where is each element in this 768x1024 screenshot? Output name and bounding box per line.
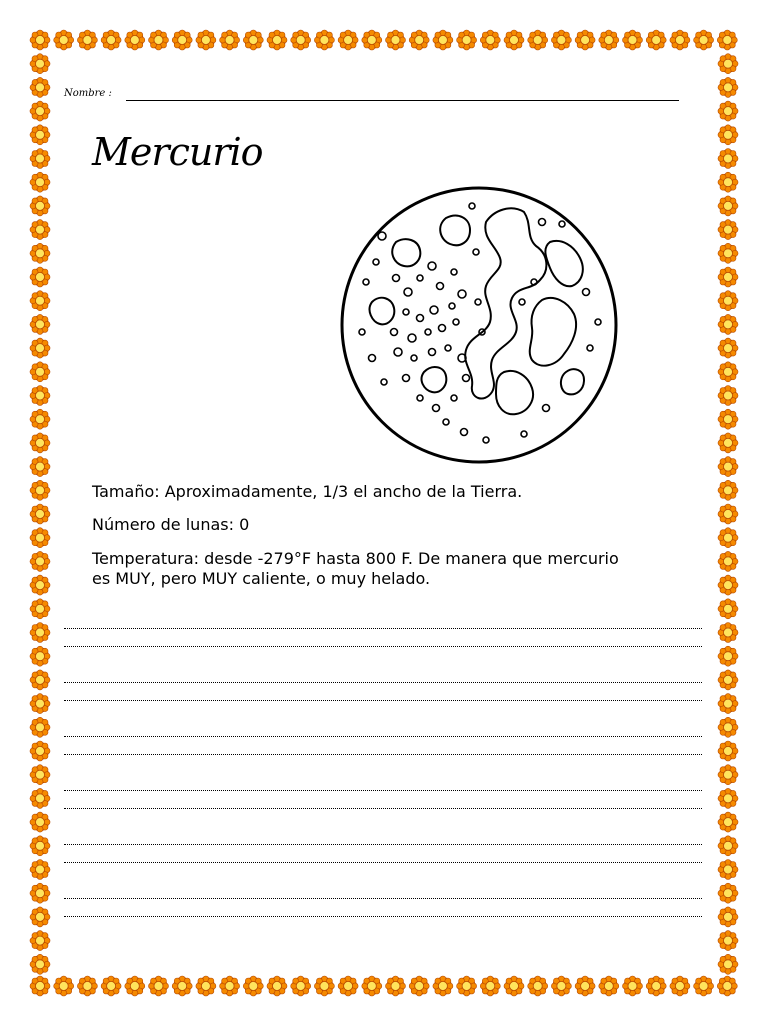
sun-icon	[243, 30, 263, 50]
sun-icon	[149, 976, 169, 996]
sun-icon	[457, 976, 477, 996]
sun-icon	[30, 575, 50, 595]
sun-icon	[718, 907, 738, 927]
sun-icon	[314, 30, 334, 50]
sun-icon	[504, 30, 524, 50]
sun-icon	[30, 125, 50, 145]
sun-icon	[338, 30, 358, 50]
sun-icon	[172, 976, 192, 996]
sun-icon	[718, 954, 738, 974]
writing-line[interactable]	[64, 790, 702, 791]
sun-icon	[528, 30, 548, 50]
sun-icon	[30, 54, 50, 74]
sun-icon	[718, 196, 738, 216]
sun-icon	[77, 976, 97, 996]
fact-size: Tamaño: Aproximadamente, 1/3 el ancho de la Tierra.	[92, 482, 523, 501]
sun-icon	[338, 976, 358, 996]
sun-icon	[30, 717, 50, 737]
sun-icon	[30, 220, 50, 240]
sun-icon	[718, 528, 738, 548]
sun-icon	[718, 480, 738, 500]
sun-icon	[528, 976, 548, 996]
sun-icon	[54, 30, 74, 50]
fact-moons: Número de lunas: 0	[92, 515, 250, 534]
sun-icon	[718, 54, 738, 74]
sun-icon	[30, 433, 50, 453]
sun-icon	[718, 243, 738, 263]
sun-icon	[30, 599, 50, 619]
sun-icon	[433, 976, 453, 996]
sun-icon	[30, 907, 50, 927]
sun-icon	[54, 976, 74, 996]
sun-icon	[30, 172, 50, 192]
sun-icon	[718, 788, 738, 808]
sun-icon	[362, 30, 382, 50]
sun-icon	[30, 883, 50, 903]
sun-icon	[718, 860, 738, 880]
writing-line[interactable]	[64, 898, 702, 899]
sun-icon	[718, 575, 738, 595]
sun-icon	[30, 457, 50, 477]
sun-icon	[718, 267, 738, 287]
sun-icon	[30, 409, 50, 429]
sun-icon	[718, 883, 738, 903]
sun-icon	[243, 976, 263, 996]
sun-icon	[718, 220, 738, 240]
sun-icon	[30, 196, 50, 216]
sun-icon	[718, 504, 738, 524]
sun-icon	[30, 931, 50, 951]
sun-icon	[718, 931, 738, 951]
writing-line[interactable]	[64, 628, 702, 629]
sun-icon	[30, 860, 50, 880]
sun-icon	[30, 528, 50, 548]
sun-icon	[149, 30, 169, 50]
sun-icon	[101, 30, 121, 50]
sun-icon	[30, 243, 50, 263]
sun-icon	[30, 30, 50, 50]
sun-icon	[30, 267, 50, 287]
sun-icon	[718, 599, 738, 619]
sun-icon	[30, 836, 50, 856]
sun-icon	[623, 976, 643, 996]
sun-icon	[267, 30, 287, 50]
sun-icon	[694, 30, 714, 50]
sun-icon	[30, 976, 50, 996]
sun-icon	[30, 314, 50, 334]
sun-icon	[718, 765, 738, 785]
sun-icon	[101, 976, 121, 996]
sun-icon	[30, 480, 50, 500]
sun-icon	[718, 314, 738, 334]
sun-icon	[30, 812, 50, 832]
sun-icon	[291, 976, 311, 996]
sun-icon	[718, 149, 738, 169]
sun-icon	[718, 812, 738, 832]
sun-icon	[125, 30, 145, 50]
sun-icon	[670, 30, 690, 50]
writing-line[interactable]	[64, 646, 702, 647]
sun-icon	[433, 30, 453, 50]
sun-icon	[30, 670, 50, 690]
sun-icon	[718, 836, 738, 856]
sun-icon	[30, 77, 50, 97]
sun-icon	[30, 551, 50, 571]
sun-icon	[409, 976, 429, 996]
sun-icon	[196, 30, 216, 50]
sun-icon	[718, 77, 738, 97]
sun-icon	[30, 101, 50, 121]
mercury-planet-illustration	[336, 182, 622, 468]
name-field	[64, 88, 624, 108]
sun-icon	[646, 30, 666, 50]
sun-icon	[291, 30, 311, 50]
sun-icon	[718, 362, 738, 382]
sun-icon	[718, 386, 738, 406]
sun-icon	[599, 976, 619, 996]
sun-icon	[646, 976, 666, 996]
sun-icon	[575, 976, 595, 996]
sun-icon	[220, 976, 240, 996]
sun-icon	[386, 976, 406, 996]
sun-icon	[30, 646, 50, 666]
sun-icon	[30, 741, 50, 761]
sun-icon	[30, 338, 50, 358]
writing-line[interactable]	[64, 700, 702, 701]
sun-icon	[30, 765, 50, 785]
sun-icon	[718, 433, 738, 453]
sun-icon	[717, 30, 737, 50]
sun-icon	[718, 338, 738, 358]
writing-line[interactable]	[64, 844, 702, 845]
sun-icon	[718, 409, 738, 429]
sun-icon	[30, 954, 50, 974]
writing-line[interactable]	[64, 754, 702, 755]
sun-icon	[718, 551, 738, 571]
name-label: Nombre :	[64, 88, 112, 99]
sun-icon	[30, 386, 50, 406]
writing-line[interactable]	[64, 736, 702, 737]
sun-icon	[718, 694, 738, 714]
sun-icon	[718, 101, 738, 121]
writing-line[interactable]	[64, 862, 702, 863]
sun-icon	[670, 976, 690, 996]
writing-line[interactable]	[64, 808, 702, 809]
sun-icon	[575, 30, 595, 50]
sun-icon	[718, 717, 738, 737]
sun-icon	[386, 30, 406, 50]
sun-icon	[480, 976, 500, 996]
sun-icon	[480, 30, 500, 50]
sun-icon	[504, 976, 524, 996]
sun-icon	[551, 30, 571, 50]
writing-lines[interactable]	[64, 628, 702, 928]
sun-icon	[30, 623, 50, 643]
sun-icon	[362, 976, 382, 996]
sun-icon	[30, 149, 50, 169]
sun-icon	[77, 30, 97, 50]
sun-icon	[314, 976, 334, 996]
sun-icon	[718, 646, 738, 666]
sun-icon	[718, 670, 738, 690]
sun-icon	[30, 788, 50, 808]
page-title: Mercurio	[92, 130, 263, 174]
sun-icon	[30, 504, 50, 524]
sun-icon	[599, 30, 619, 50]
sun-icon	[267, 976, 287, 996]
sun-icon	[694, 976, 714, 996]
sun-icon	[718, 623, 738, 643]
sun-icon	[30, 291, 50, 311]
sun-icon	[718, 172, 738, 192]
fact-temperature: Temperatura: desde -279°F hasta 800 F. De manera que mercurio es MUY, pero MUY caliente, o muy helado.	[92, 549, 619, 588]
writing-line[interactable]	[64, 682, 702, 683]
sun-icon	[623, 30, 643, 50]
name-write-line[interactable]	[126, 100, 679, 101]
writing-line[interactable]	[64, 916, 702, 917]
sun-icon	[718, 457, 738, 477]
sun-icon	[718, 125, 738, 145]
sun-icon	[125, 976, 145, 996]
sun-icon	[457, 30, 477, 50]
sun-icon	[30, 694, 50, 714]
sun-icon	[718, 291, 738, 311]
sun-icon	[409, 30, 429, 50]
sun-icon	[551, 976, 571, 996]
sun-icon	[717, 976, 737, 996]
sun-icon	[172, 30, 192, 50]
sun-icon	[220, 30, 240, 50]
sun-icon	[30, 362, 50, 382]
sun-icon	[718, 741, 738, 761]
sun-icon	[196, 976, 216, 996]
